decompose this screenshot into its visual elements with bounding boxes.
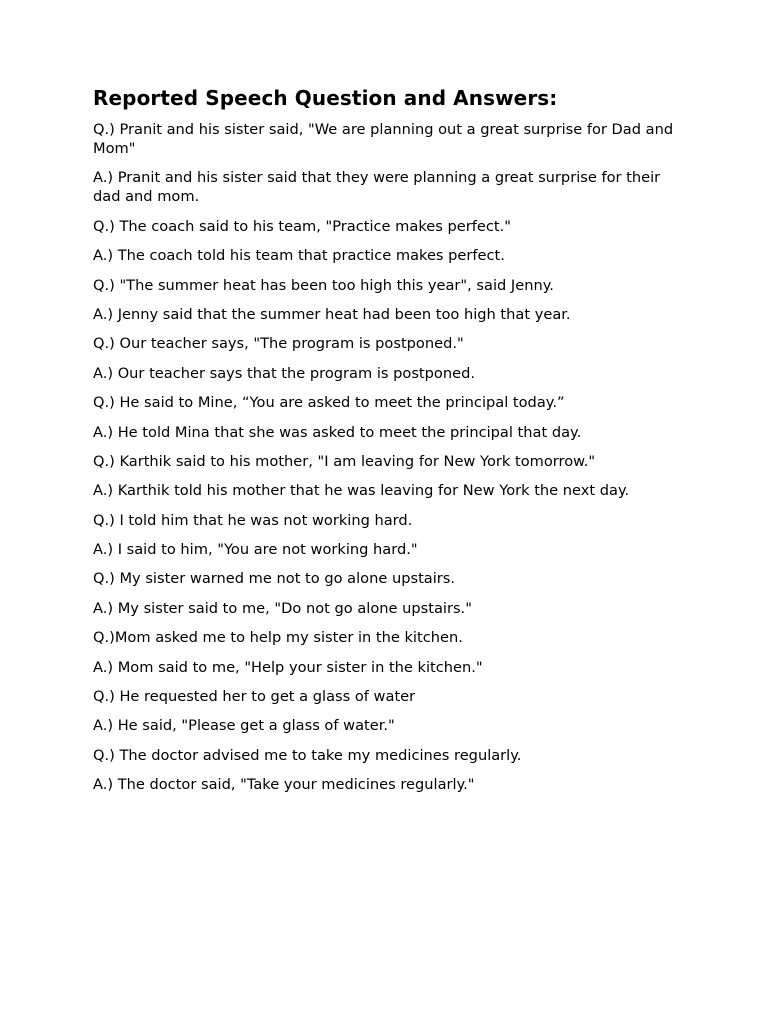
question-6: Q.) Karthik said to his mother, "I am leaving for New York tomorrow." bbox=[93, 452, 596, 470]
answer-10: A.) He said, "Please get a glass of water." bbox=[93, 717, 395, 735]
answer-6: A.) Karthik told his mother that he was leaving for New York the next day. bbox=[93, 482, 630, 500]
question-3: Q.) "The summer heat has been too high this year", said Jenny. bbox=[93, 276, 554, 294]
answer-1: A.) Pranit and his sister said that they were planning a great surprise for their dad and mom. bbox=[93, 169, 661, 206]
answer-4: A.) Our teacher says that the program is postponed. bbox=[93, 364, 475, 382]
document-title: Reported Speech Question and Answers: bbox=[93, 86, 558, 110]
question-10: Q.) He requested her to get a glass of water bbox=[93, 688, 416, 706]
question-4: Q.) Our teacher says, "The program is postponed." bbox=[93, 335, 464, 353]
document-page bbox=[93, 84, 688, 805]
question-1: Q.) Pranit and his sister said, "We are planning out a great surprise for Dad and Mom" bbox=[93, 121, 674, 157]
answer-7: A.) I said to him, "You are not working hard." bbox=[93, 541, 418, 559]
question-9: Q.)Mom asked me to help my sister in the kitchen. bbox=[93, 629, 463, 647]
answer-9: A.) Mom said to me, "Help your sister in the kitchen." bbox=[93, 658, 483, 676]
question-2: Q.) The coach said to his team, "Practice makes perfect." bbox=[93, 217, 511, 235]
answer-2: A.) The coach told his team that practice makes perfect. bbox=[93, 247, 505, 265]
question-8: Q.) My sister warned me not to go alone upstairs. bbox=[93, 570, 456, 588]
answer-8: A.) My sister said to me, "Do not go alone upstairs." bbox=[93, 599, 472, 617]
answer-11: A.) The doctor said, "Take your medicines regularly." bbox=[93, 776, 475, 794]
answer-5: A.) He told Mina that she was asked to meet the principal that day. bbox=[93, 423, 582, 441]
question-11: Q.) The doctor advised me to take my medicines regularly. bbox=[93, 746, 522, 764]
answer-3: A.) Jenny said that the summer heat had been too high that year. bbox=[93, 305, 571, 323]
question-5: Q.) He said to Mine, “You are asked to meet the principal today.” bbox=[93, 394, 565, 412]
question-7: Q.) I told him that he was not working hard. bbox=[93, 511, 413, 529]
